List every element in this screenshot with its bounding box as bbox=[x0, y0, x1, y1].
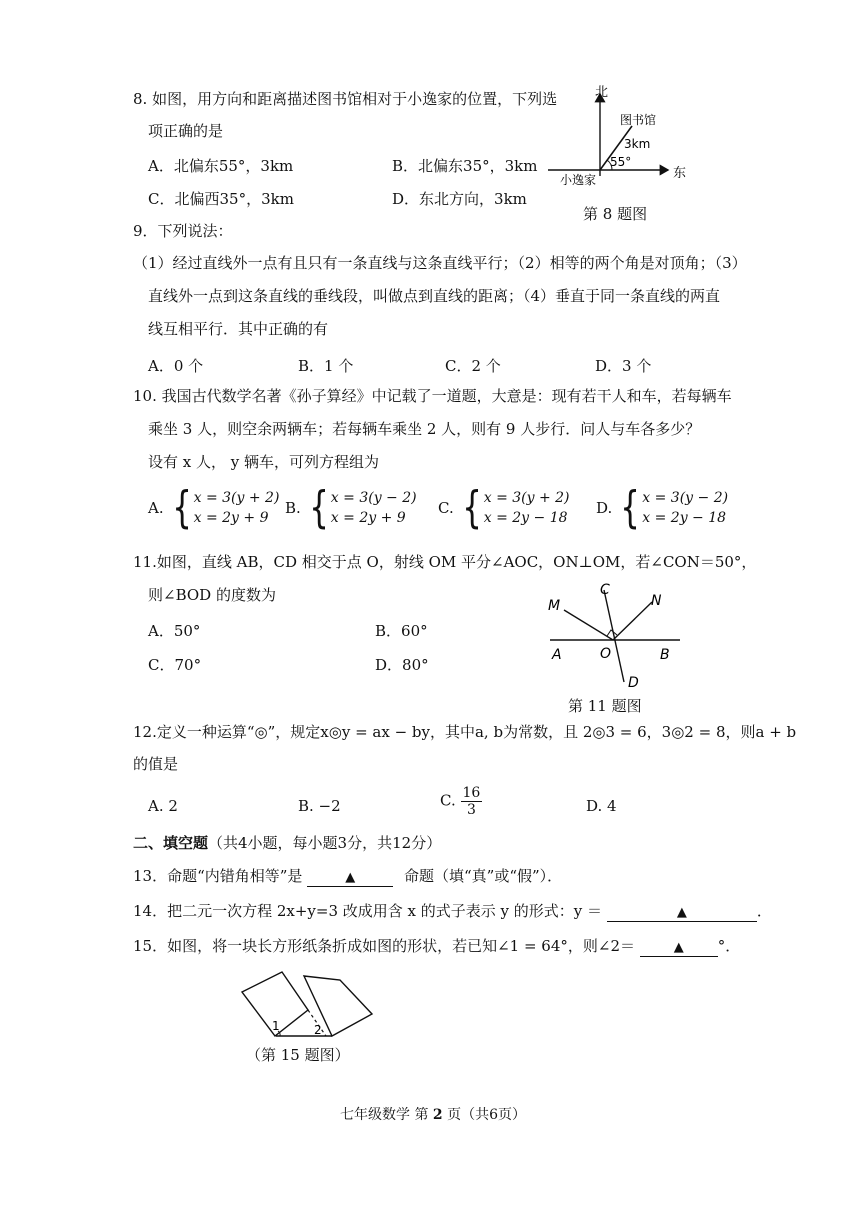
q12-line1: 12.定义一种运算“◎”，规定x◎y = ax − by，其中a, b为常数，且 2◎3 = 6，3◎2 = 8，则a + b bbox=[133, 723, 797, 741]
q8-distance-label: 3km bbox=[624, 137, 651, 151]
section2-note: （共4小题，每小题3分，共12分） bbox=[208, 834, 442, 852]
q10-option-b: B. { x = 3(y − 2) x = 2y + 9 bbox=[285, 482, 417, 533]
q14-prefix: 14．把二元一次方程 2x+y=3 改成用含 x 的式子表示 y 的形式：y ＝ bbox=[133, 902, 603, 920]
q8-option-b: B．北偏东35°，3km bbox=[392, 157, 538, 175]
q8-library-label: 图书馆 bbox=[620, 113, 657, 127]
q10-option-c-eq1: x = 3(y + 2) bbox=[483, 489, 570, 506]
q10-option-a-eq2: x = 2y + 9 bbox=[193, 510, 269, 526]
q8-east-label: 东 bbox=[673, 166, 687, 181]
q10-option-d-eq2: x = 2y − 18 bbox=[642, 510, 727, 526]
q15-angle2-label: 2 bbox=[314, 1023, 322, 1037]
q8-figure-caption: 第 8 题图 bbox=[583, 205, 648, 223]
q11-label-d: D bbox=[628, 675, 639, 690]
q14-blank-marker: ▲ bbox=[676, 905, 687, 920]
q12-option-c bbox=[440, 785, 482, 818]
q10-option-b-eq2: x = 2y + 9 bbox=[330, 510, 406, 526]
q8-option-c: C．北偏西35°，3km bbox=[148, 190, 294, 208]
q11-line1: 11.如图，直线 AB，CD 相交于点 O，射线 OM 平分∠AOC，ON⊥OM，若∠CON＝50°， bbox=[133, 553, 757, 571]
q12-option-c-label: C. bbox=[440, 791, 456, 810]
q10-option-d-eq1: x = 3(y − 2) bbox=[642, 489, 729, 506]
q14-suffix: ． bbox=[756, 902, 772, 920]
q15-folded-strip-figure bbox=[236, 970, 378, 1042]
q9-stem: 9．下列说法： bbox=[133, 222, 233, 240]
q12-option-d: D. 4 bbox=[586, 797, 617, 815]
q10-option-a: A. { x = 3(y + 2) x = 2y + 9 bbox=[148, 482, 280, 533]
page-footer bbox=[340, 1107, 526, 1124]
q11-label-n: N bbox=[651, 593, 662, 609]
q10-option-d: D. { x = 3(y − 2) x = 2y − 18 bbox=[596, 482, 729, 533]
q11-ray-om bbox=[564, 610, 613, 640]
footer-page-number: 2 bbox=[432, 1107, 443, 1123]
q9-line3: 线互相平行．其中正确的有 bbox=[148, 320, 329, 338]
q11-label-m: M bbox=[548, 598, 561, 614]
section2-title: 二、填空题 bbox=[133, 834, 209, 852]
q8-stem-line1: 8. 如图，用方向和距离描述图书馆相对于小逸家的位置，下列选 bbox=[133, 90, 558, 108]
q10-option-b-eq1: x = 3(y − 2) bbox=[330, 489, 417, 506]
q15-prefix: 15．如图，将一块长方形纸条折成如图的形状，若已知∠1 = 64°，则∠2＝ bbox=[133, 937, 636, 955]
q9-option-b: B．1 个 bbox=[298, 357, 354, 375]
q13-blank-marker: ▲ bbox=[345, 870, 356, 885]
q10-line2: 乘坐 3 人，则空余两辆车；若每辆车乘坐 2 人，则有 9 人步行．问人与车各多少？ bbox=[148, 420, 701, 438]
q9-line2: 直线外一点到这条直线的垂线段，叫做点到直线的距离；（4）垂直于同一条直线的两直 bbox=[148, 287, 721, 305]
q8-option-a: A．北偏东55°，3km bbox=[148, 157, 294, 175]
q11-label-a: A bbox=[552, 647, 562, 663]
q11-option-a: A．50° bbox=[148, 622, 201, 640]
q15-angle1-label: 1 bbox=[272, 1019, 280, 1033]
q11-option-b: B．60° bbox=[375, 622, 428, 640]
q10-option-c: C. { x = 3(y + 2) x = 2y − 18 bbox=[438, 482, 570, 533]
section2-heading bbox=[133, 834, 441, 852]
q10-option-b-label: B. bbox=[285, 499, 301, 517]
q11-line2: 则∠BOD 的度数为 bbox=[148, 586, 276, 604]
q12-option-c-numerator: 16 bbox=[462, 785, 481, 801]
q10-option-a-label: A. bbox=[148, 499, 164, 517]
q8-north-label: 北 bbox=[595, 85, 609, 100]
footer-text-pre: 七年级数学 第 bbox=[340, 1107, 433, 1123]
q8-stem-line2: 项正确的是 bbox=[148, 122, 224, 140]
q9-line1: （1）经过直线外一点有且只有一条直线与这条直线平行；（2）相等的两个角是对顶角；（3） bbox=[133, 254, 747, 272]
q11-option-c: C．70° bbox=[148, 656, 202, 674]
q10-line3: 设有 x 人， y 辆车，可列方程组为 bbox=[148, 453, 380, 471]
q14-answer-blank bbox=[607, 902, 757, 922]
q15-suffix: °． bbox=[717, 937, 741, 955]
q8-direction-figure bbox=[540, 80, 700, 190]
q11-label-b: B bbox=[660, 647, 670, 663]
q10-option-d-label: D. bbox=[596, 499, 613, 517]
q15-answer-blank bbox=[640, 937, 718, 957]
q11-ray-on bbox=[613, 602, 652, 640]
q15-blank-marker: ▲ bbox=[673, 940, 684, 955]
q10-line1: 10. 我国古代数学名著《孙子算经》中记载了一道题，大意是：现有若干人和车，若每辆车 bbox=[133, 387, 732, 405]
q8-home-label: 小逸家 bbox=[560, 173, 597, 187]
q10-option-c-eq2: x = 2y − 18 bbox=[483, 510, 568, 526]
q12-option-a: A. 2 bbox=[148, 797, 178, 815]
q12-option-b: B. −2 bbox=[298, 797, 341, 815]
q10-option-c-label: C. bbox=[438, 499, 454, 517]
q12-line2: 的值是 bbox=[133, 755, 179, 773]
q14 bbox=[133, 902, 772, 922]
q11-label-o: O bbox=[600, 646, 612, 662]
q8-option-d: D．东北方向，3km bbox=[392, 190, 527, 208]
q12-option-c-fraction bbox=[461, 785, 483, 818]
q13-answer-blank bbox=[307, 867, 393, 887]
q9-option-a: A．0 个 bbox=[148, 357, 204, 375]
q15-figure-caption: （第 15 题图） bbox=[246, 1046, 350, 1064]
q11-figure-caption: 第 11 题图 bbox=[568, 697, 642, 715]
q12-option-c-denominator: 3 bbox=[466, 802, 476, 818]
footer-text-post: 页（共6页） bbox=[442, 1107, 527, 1123]
q15 bbox=[133, 937, 740, 957]
q11-option-d: D．80° bbox=[375, 656, 429, 674]
q13-prefix: 13．命题“内错角相等”是 bbox=[133, 867, 303, 885]
q11-lines-figure bbox=[540, 580, 690, 690]
q9-option-c: C．2 个 bbox=[445, 357, 501, 375]
q13-suffix: 命题（填“真”或“假”）． bbox=[404, 867, 563, 885]
q9-option-d: D．3 个 bbox=[595, 357, 652, 375]
q10-option-a-eq1: x = 3(y + 2) bbox=[193, 489, 280, 506]
q13 bbox=[133, 867, 562, 887]
q8-angle-label: 55° bbox=[610, 155, 632, 169]
q11-label-c: C bbox=[600, 582, 610, 598]
